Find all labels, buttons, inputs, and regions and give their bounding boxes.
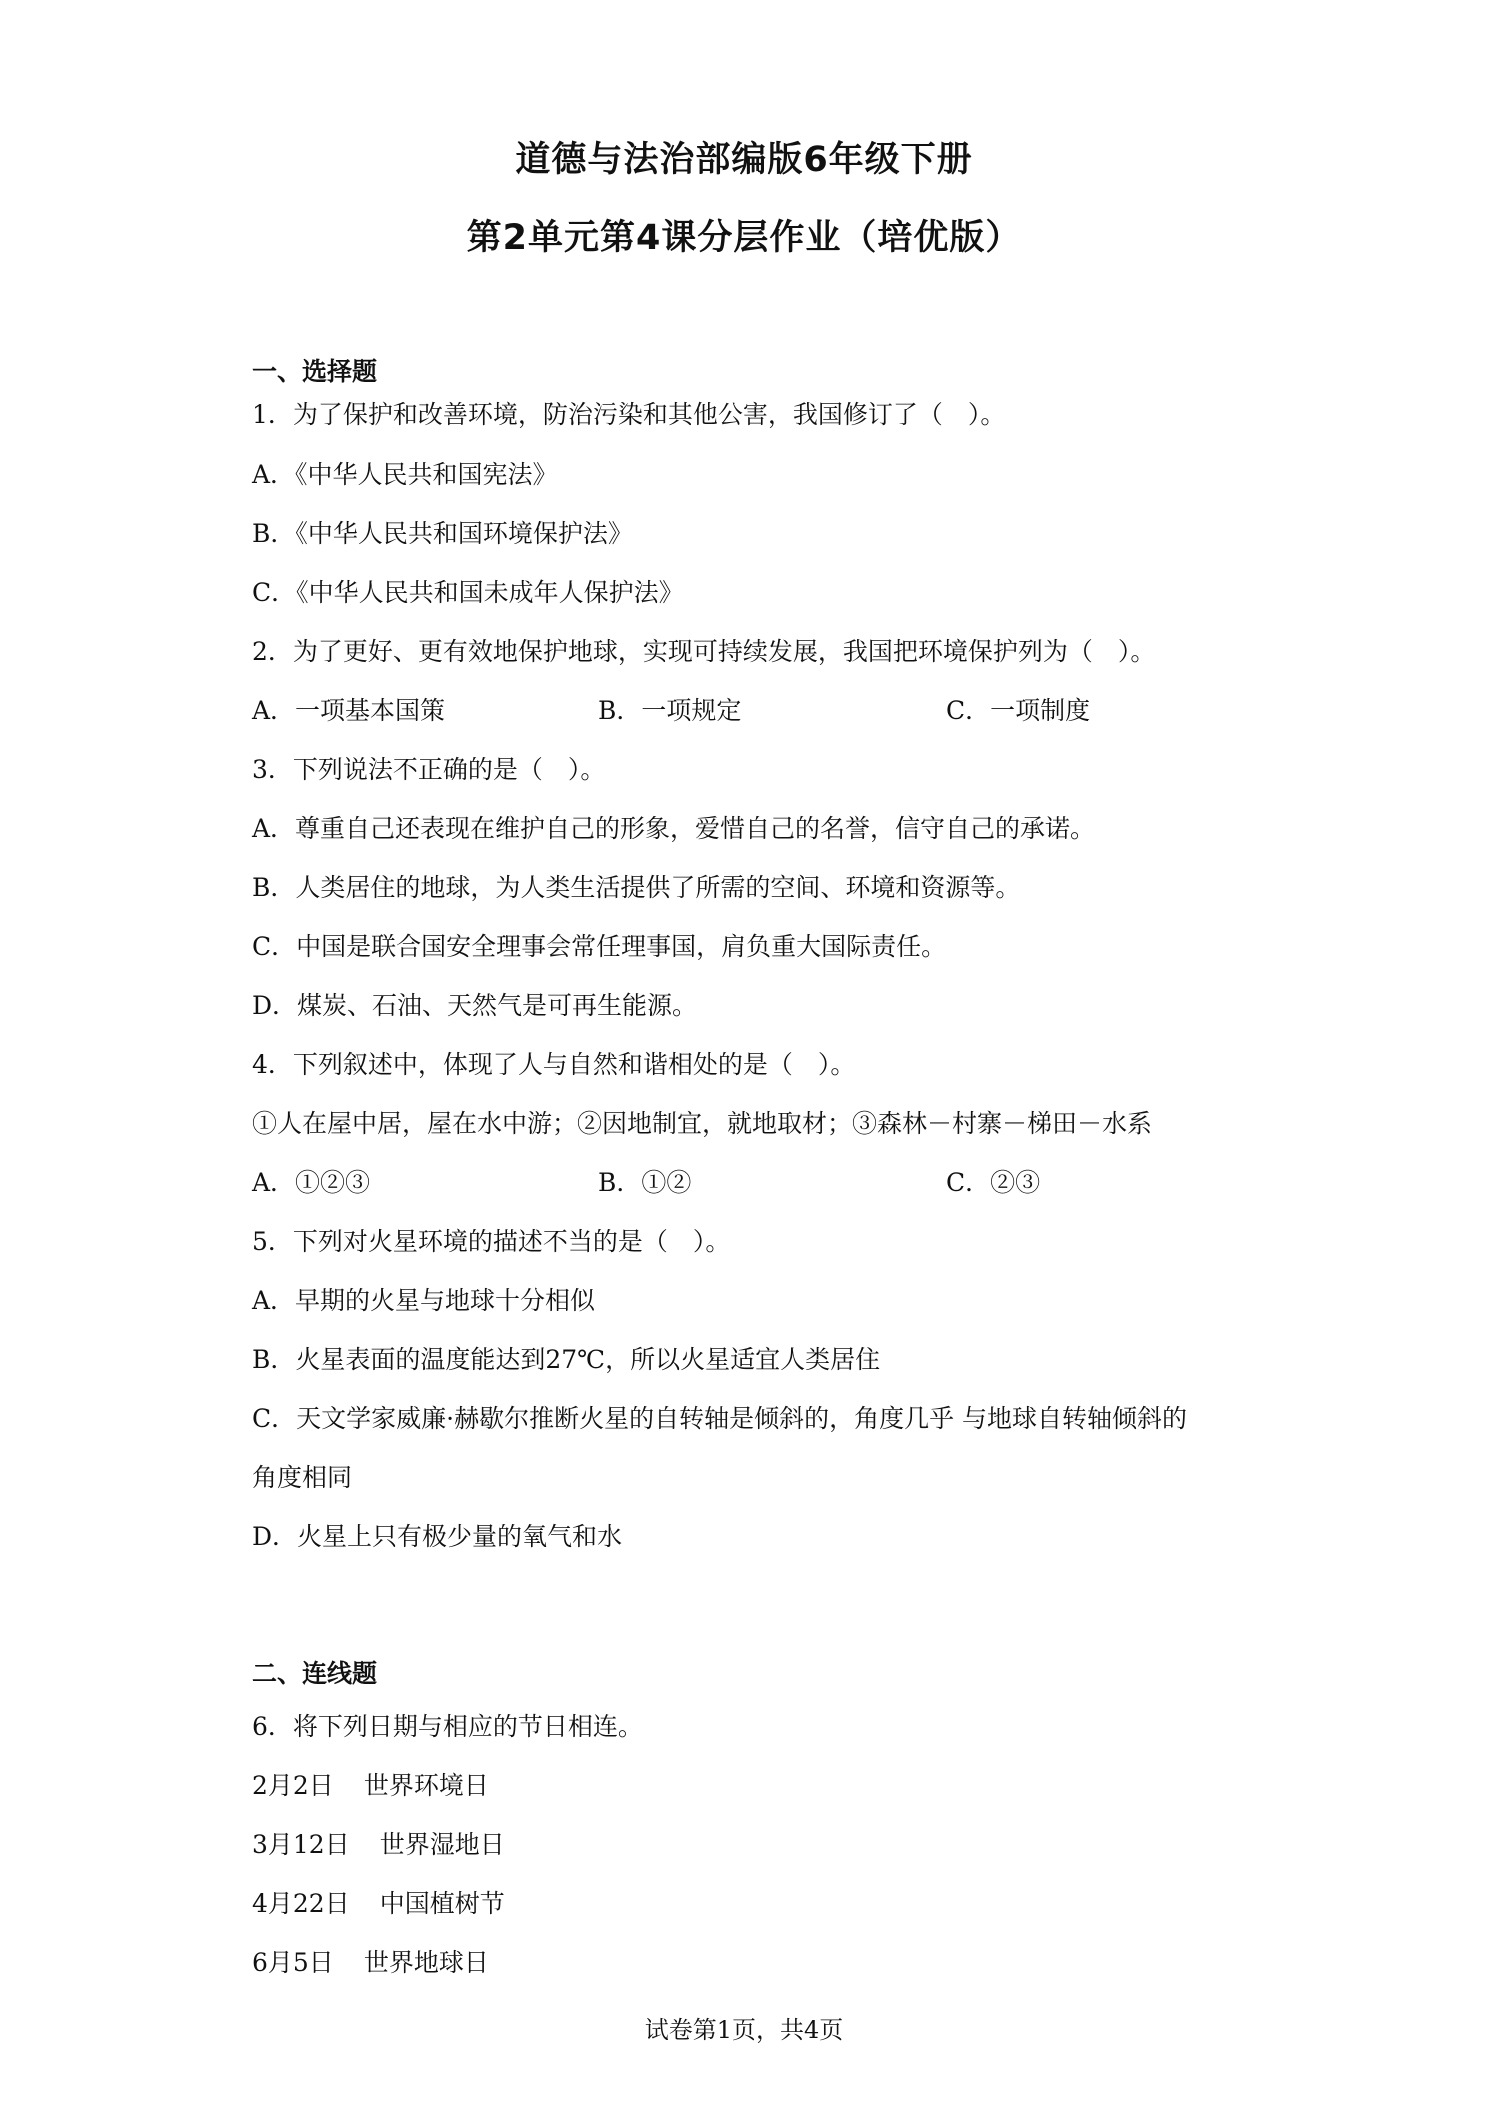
matching-row bbox=[252, 1830, 505, 1860]
question-5-stem: 5．下列对火星环境的描述不当的是（ ）。 bbox=[252, 1227, 731, 1256]
question-5-option-a: A．早期的火星与地球十分相似 bbox=[252, 1286, 596, 1315]
question-6-stem: 6．将下列日期与相应的节日相连。 bbox=[252, 1712, 643, 1741]
question-4-option-c: C．②③ bbox=[946, 1168, 1041, 1197]
question-4-options bbox=[252, 1168, 1252, 1198]
matching-holiday: 中国植树节 bbox=[379, 1889, 505, 1918]
matching-date: 2月2日 bbox=[252, 1771, 334, 1800]
page-subtitle: 第2单元第4课分层作业（培优版） bbox=[466, 218, 1022, 258]
matching-row bbox=[252, 1889, 505, 1919]
question-1-option-c: C．《中华人民共和国未成年人保护法》 bbox=[252, 578, 684, 607]
question-3-stem: 3．下列说法不正确的是（ ）。 bbox=[252, 755, 606, 784]
question-2-options bbox=[252, 696, 1252, 726]
page-footer: 试卷第1页，共4页 bbox=[644, 2016, 844, 2044]
question-3-option-c: C．中国是联合国安全理事会常任理事国，肩负重大国际责任。 bbox=[252, 932, 947, 961]
question-5-option-c: C．天文学家威廉·赫歇尔推断火星的自转轴是倾斜的，角度几乎 与地球自转轴倾斜的 bbox=[252, 1404, 1188, 1433]
question-3-option-d: D．煤炭、石油、天然气是可再生能源。 bbox=[252, 991, 698, 1020]
question-5-option-c-continued: 角度相同 bbox=[252, 1463, 353, 1492]
question-4-items: ①人在屋中居，屋在水中游；②因地制宜，就地取材；③森林－村寨－梯田－水系 bbox=[252, 1109, 1153, 1138]
matching-holiday: 世界地球日 bbox=[363, 1948, 489, 1977]
question-5-option-d: D．火星上只有极少量的氧气和水 bbox=[252, 1522, 623, 1551]
matching-holiday: 世界湿地日 bbox=[379, 1830, 505, 1859]
question-4-option-a: A．①②③ bbox=[252, 1168, 371, 1197]
question-5-option-b: B．火星表面的温度能达到27℃，所以火星适宜人类居住 bbox=[252, 1345, 881, 1374]
matching-row bbox=[252, 1771, 489, 1801]
question-4-stem: 4．下列叙述中，体现了人与自然和谐相处的是（ ）。 bbox=[252, 1050, 856, 1079]
page-title: 道德与法治部编版6年级下册 bbox=[515, 140, 973, 180]
question-1-stem: 1．为了保护和改善环境，防治污染和其他公害，我国修订了（ ）。 bbox=[252, 400, 1006, 429]
section-heading-matching: 二、连线题 bbox=[252, 1659, 378, 1688]
question-3-option-a: A．尊重自己还表现在维护自己的形象，爱惜自己的名誉，信守自己的承诺。 bbox=[252, 814, 1096, 843]
question-1-option-a: A．《中华人民共和国宪法》 bbox=[252, 460, 558, 489]
matching-date: 4月22日 bbox=[252, 1889, 350, 1918]
question-2-option-c: C．一项制度 bbox=[946, 696, 1091, 725]
question-2-option-b: B．一项规定 bbox=[598, 696, 742, 725]
matching-date: 3月12日 bbox=[252, 1830, 350, 1859]
question-4-option-b: B．①② bbox=[598, 1168, 692, 1197]
question-2-option-a: A．一项基本国策 bbox=[252, 696, 446, 725]
matching-row bbox=[252, 1948, 489, 1978]
question-2-stem: 2．为了更好、更有效地保护地球，实现可持续发展，我国把环境保护列为（ ）。 bbox=[252, 637, 1156, 666]
matching-holiday: 世界环境日 bbox=[363, 1771, 489, 1800]
section-heading-choice: 一、选择题 bbox=[252, 357, 378, 386]
question-3-option-b: B．人类居住的地球，为人类生活提供了所需的空间、环境和资源等。 bbox=[252, 873, 1021, 902]
question-1-option-b: B．《中华人民共和国环境保护法》 bbox=[252, 519, 633, 548]
matching-date: 6月5日 bbox=[252, 1948, 334, 1977]
